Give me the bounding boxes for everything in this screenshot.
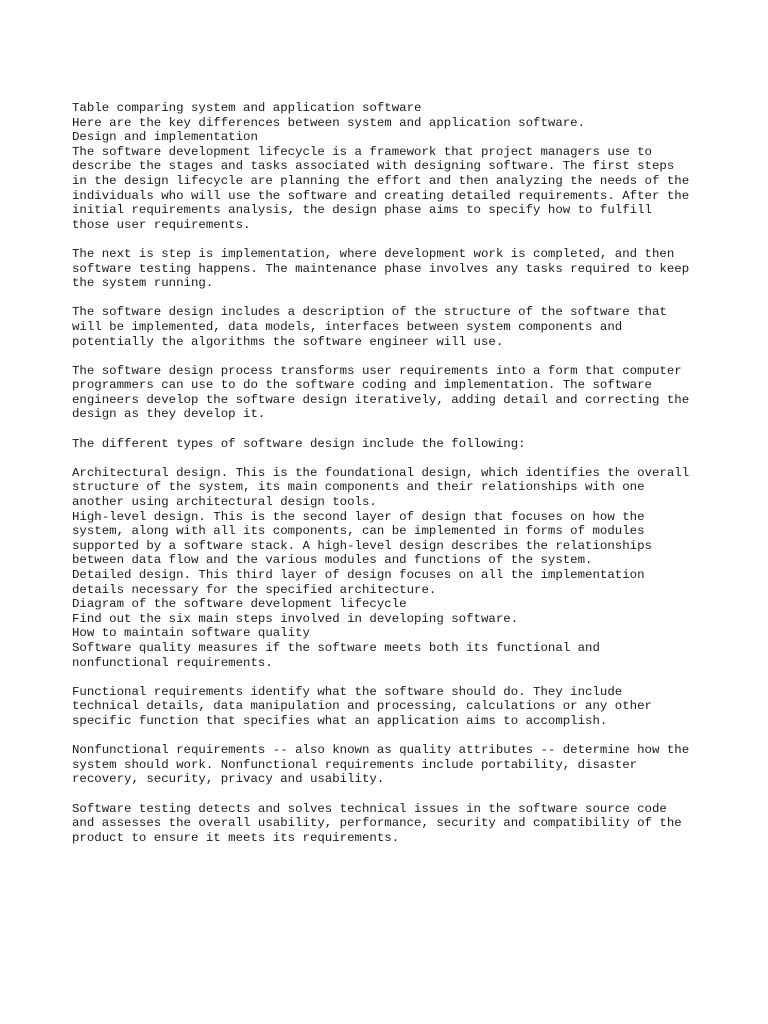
document-page [72, 101, 712, 845]
paragraph-design-types-list: Architectural design. This is the foundational design, which identifies the overall structure of the system, its main components and their relationships with one another using architectural design tools. High-level design. This is the second layer of design that focuses on how the system, along with all its components, can be implemented in forms of modules supported by a software stack. A high-level design describes the relationships between data flow and the various modules and functions of the system. Detailed design. This third layer of design focuses on all the implementation details necessary for the specified architecture. Diagram of the software development lifecycle Find out the six main steps involved in developing software. How to maintain software quality Software quality measures if the software meets both its functional and nonfunctional requirements. [72, 465, 690, 670]
paragraph-gap [72, 291, 712, 306]
paragraph-gap [72, 422, 712, 437]
paragraph-gap [72, 349, 712, 364]
paragraph-functional-requirements: Functional requirements identify what the software should do. They include technical details, data manipulation and processing, calculations or any other specific function that specifies what an application aims to accomplish. [72, 684, 652, 728]
paragraph-design-includes: The software design includes a description of the structure of the software that will be implemented, data models, interfaces between system components and potentially the algorithms the software engineer will use. [72, 305, 667, 349]
paragraph-implementation: The next is step is implementation, where development work is completed, and then software testing happens. The maintenance phase involves any tasks required to keep the system running. [72, 246, 690, 291]
paragraph-gap [72, 232, 712, 247]
paragraph-design-process: The software design process transforms user requirements into a form that computer programmers can use to do the software coding and implementation. The software engineers develop the software design iteratively, adding detail and correcting the design as they develop it. [72, 363, 690, 422]
paragraph-software-testing: Software testing detects and solves technical issues in the software source code and assesses the overall usability, performance, security and compatibility of the product to ensure it meets its requirements. [72, 801, 682, 845]
paragraph-intro: Table comparing system and application software Here are the key differences between system and application software. Design and implementation The software development lifecycle is a framework that project managers use to describe the stages and tasks associated with designing software. The first steps in the design lifecycle are planning the effort and then analyzing the needs of the individuals who will use the software and creating detailed requirements. After the initial requirements analysis, the design phase aims to specify how to fulfill those user requirements. [72, 101, 690, 232]
paragraph-gap [72, 670, 712, 685]
paragraph-gap [72, 729, 712, 744]
paragraph-gap [72, 451, 712, 466]
paragraph-design-types-intro: The different types of software design include the following: [72, 436, 526, 451]
paragraph-nonfunctional-requirements: Nonfunctional requirements -- also known as quality attributes -- determine how the system should work. Nonfunctional requirements include portability, disaster recovery, security, privacy and usability. [72, 743, 690, 787]
paragraph-gap [72, 787, 712, 802]
